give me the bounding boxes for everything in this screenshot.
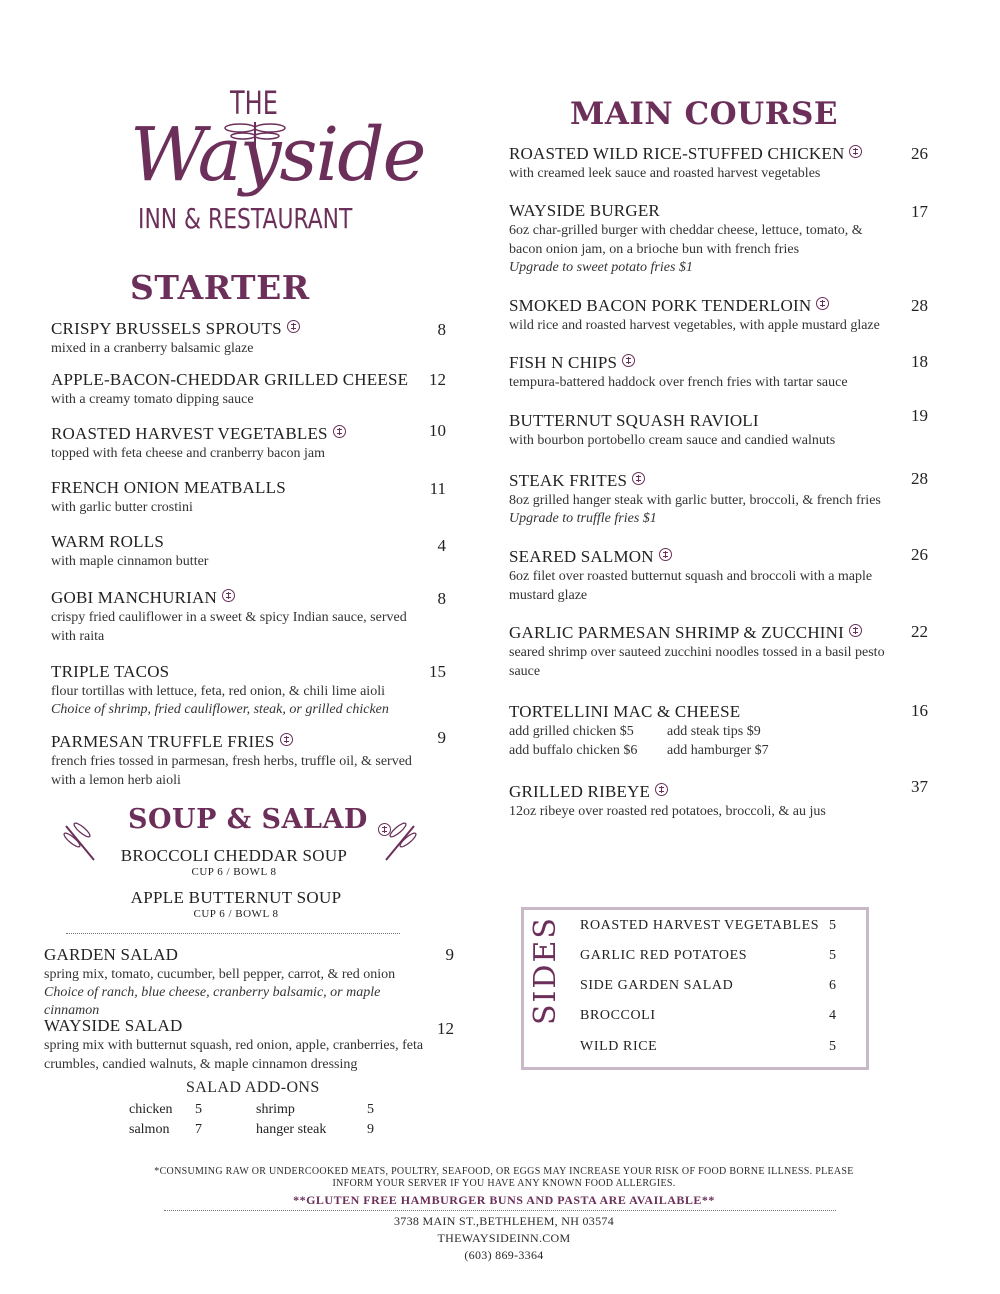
- divider: [66, 933, 400, 934]
- item-description: with a creamy tomato dipping sauce: [51, 392, 254, 407]
- item-name-text: FRENCH ONION MEATBALLS: [51, 478, 286, 497]
- side-item-name: WILD RICE: [580, 1039, 658, 1054]
- item-name: [509, 144, 899, 164]
- item-note: Upgrade to truffle fries $1: [509, 511, 657, 526]
- item-note: Choice of shrimp, fried cauliflower, steak, or grilled chicken: [51, 702, 389, 717]
- menu-item: [51, 319, 423, 358]
- menu-item: [509, 702, 899, 760]
- item-description: topped with feta cheese and cranberry bacon jam: [51, 446, 326, 461]
- item-name-text: CRISPY BRUSSELS SPROUTS: [51, 319, 282, 338]
- gluten-free-icon: [659, 548, 672, 561]
- phone: (603) 869-3364: [464, 1248, 544, 1262]
- item-description: flour tortillas with lettuce, feta, red onion, & chili lime aioli: [51, 684, 385, 699]
- addon-name: shrimp: [256, 1102, 295, 1117]
- item-name: [509, 623, 899, 643]
- logo-sub: INN & RESTAURANT: [138, 202, 353, 235]
- salad-addons-title: SALAD ADD-ONS: [186, 1079, 320, 1096]
- side-item-name: GARLIC RED POTATOES: [580, 948, 748, 963]
- menu-item: [51, 588, 423, 646]
- disclaimer: *CONSUMING RAW OR UNDERCOOKED MEATS, POULTRY, SEAFOOD, OR EGGS MAY INCREASE YOUR RISK OF FOOD BORNE ILLNESS. PLEASE INFORM YOUR SERVER IF YOU HAVE ANY KNOWN FOOD ALLERGIES.: [154, 1166, 854, 1189]
- item-name-text: GOBI MANCHURIAN: [51, 588, 217, 607]
- salad-item: WAYSIDE SALAD spring mix with butternut squash, red onion, apple, cranberries, feta crumbles, candied walnuts, & maple cinnamon dressing: [44, 1016, 424, 1072]
- sides-title: SIDES: [528, 916, 563, 1025]
- item-name: [51, 370, 423, 390]
- item-name: [509, 353, 899, 373]
- side-item-price: 5: [829, 948, 837, 963]
- item-name: [51, 662, 423, 682]
- price: 26: [911, 545, 928, 564]
- item-description: 6oz filet over roasted butternut squash and broccoli with a maple mustard glaze: [509, 569, 873, 603]
- item-name: [51, 319, 423, 339]
- price: 17: [911, 202, 928, 221]
- menu-item: [51, 732, 423, 790]
- menu-item: [51, 662, 423, 719]
- item-name-text: TORTELLINI MAC & CHEESE: [509, 702, 741, 721]
- main-course-title: MAIN COURSE: [570, 96, 838, 132]
- item-description: with creamed leek sauce and roasted harvest vegetables: [509, 166, 821, 181]
- item-name: [509, 411, 899, 431]
- addon-option: add buffalo chicken $6: [509, 743, 638, 758]
- side-item-price: 5: [829, 918, 837, 933]
- item-description: tempura-battered haddock over french fries with tartar sauce: [509, 375, 848, 390]
- side-item-name: SIDE GARDEN SALAD: [580, 978, 734, 993]
- item-name: [509, 201, 899, 221]
- item-description: with maple cinnamon butter: [51, 554, 209, 569]
- price: 16: [911, 701, 928, 720]
- menu-item: [51, 370, 423, 409]
- item-name: [509, 782, 899, 802]
- addon-option: add grilled chicken $5: [509, 724, 634, 739]
- item-description: crispy fried cauliflower in a sweet & spicy Indian sauce, served with raita: [51, 610, 407, 644]
- logo: [120, 82, 425, 252]
- menu-item: [509, 411, 899, 450]
- price: 22: [911, 622, 928, 641]
- side-item-name: BROCCOLI: [580, 1008, 656, 1023]
- gluten-free-icon: [280, 733, 293, 746]
- item-name: [509, 702, 899, 722]
- gluten-free-icon: [816, 297, 829, 310]
- item-description: wild rice and roasted harvest vegetables, with apple mustard glaze: [509, 318, 880, 333]
- item-name-text: GARLIC PARMESAN SHRIMP & ZUCCHINI: [509, 623, 845, 642]
- price: 12: [437, 1019, 454, 1038]
- item-name: [509, 296, 899, 316]
- item-name-text: PARMESAN TRUFFLE FRIES: [51, 732, 275, 751]
- price: 4: [437, 536, 446, 555]
- item-name: [509, 547, 899, 567]
- gluten-free-note: **GLUTEN FREE HAMBURGER BUNS AND PASTA ARE AVAILABLE**: [293, 1193, 715, 1207]
- item-name: [51, 588, 423, 608]
- menu-item: [509, 296, 899, 335]
- addon-price: 5: [195, 1102, 202, 1117]
- item-name-text: TRIPLE TACOS: [51, 662, 170, 681]
- addon-name: salmon: [129, 1122, 170, 1137]
- price: 12: [429, 370, 446, 389]
- menu-item: [51, 532, 423, 571]
- item-name-text: BUTTERNUT SQUASH RAVIOLI: [509, 411, 759, 430]
- item-name-text: ROASTED WILD RICE-STUFFED CHICKEN: [509, 144, 845, 163]
- item-name: [51, 478, 423, 498]
- price: 37: [911, 777, 928, 796]
- gluten-free-icon: [222, 589, 235, 602]
- addon-price: 5: [367, 1102, 374, 1117]
- item-description: french fries tossed in parmesan, fresh herbs, truffle oil, & served with a lemon herb aioli: [51, 754, 412, 788]
- item-name: [51, 532, 423, 552]
- price: 19: [911, 406, 928, 425]
- price: 15: [429, 662, 446, 681]
- addon-price: 7: [195, 1122, 202, 1137]
- addon-option: add hamburger $7: [667, 743, 769, 758]
- price: 18: [911, 352, 928, 371]
- gluten-free-icon: [849, 145, 862, 158]
- side-item-name: ROASTED HARVEST VEGETABLES: [580, 918, 820, 933]
- address: 3738 MAIN ST.,BETHLEHEM, NH 03574: [394, 1214, 614, 1228]
- menu-item: [509, 547, 899, 605]
- dragonfly-icon: [380, 822, 420, 864]
- menu-item: [509, 201, 899, 277]
- item-name-text: SMOKED BACON PORK TENDERLOIN: [509, 296, 812, 315]
- item-description: 6oz char-grilled burger with cheddar cheese, lettuce, tomato, & bacon onion jam, on a brioche bun with french fries: [509, 223, 863, 257]
- item-name: [51, 424, 423, 444]
- item-description: with garlic butter crostini: [51, 500, 193, 515]
- item-name: [51, 732, 423, 752]
- item-name-text: APPLE-BACON-CHEDDAR GRILLED CHEESE: [51, 370, 409, 389]
- item-description: mixed in a cranberry balsamic glaze: [51, 341, 254, 356]
- menu-item: [51, 478, 423, 517]
- menu-item: [509, 623, 899, 681]
- price: 28: [911, 469, 928, 488]
- menu-item: [51, 424, 423, 463]
- price: 8: [437, 320, 446, 339]
- soup-item: APPLE BUTTERNUT SOUP CUP 6 / BOWL 8: [130, 888, 342, 920]
- price: 10: [429, 421, 446, 440]
- gluten-free-icon: [655, 783, 668, 796]
- price: 11: [429, 479, 446, 498]
- divider: [164, 1210, 836, 1211]
- item-name-text: WAYSIDE BURGER: [509, 201, 660, 220]
- item-name-text: STEAK FRITES: [509, 471, 628, 490]
- logo-the: THE: [230, 84, 278, 122]
- menu-item: [509, 782, 899, 821]
- item-description: with bourbon portobello cream sauce and candied walnuts: [509, 433, 836, 448]
- gluten-free-icon: [632, 472, 645, 485]
- price: 26: [911, 144, 928, 163]
- item-name-text: WARM ROLLS: [51, 532, 164, 551]
- side-item-price: 4: [829, 1008, 837, 1023]
- item-addons: [509, 722, 899, 760]
- price: 28: [911, 296, 928, 315]
- addon-option: add steak tips $9: [667, 724, 761, 739]
- starter-title: STARTER: [130, 268, 310, 307]
- soup-item: BROCCOLI CHEDDAR SOUP CUP 6 / BOWL 8: [120, 846, 348, 878]
- salad-item: GARDEN SALAD spring mix, tomato, cucumber, bell pepper, carrot, & red onion Choice of ranch, blue cheese, cranberry balsamic, or maple cinnamon: [44, 945, 396, 1018]
- menu-item: [509, 144, 899, 183]
- gluten-free-icon: [333, 425, 346, 438]
- gluten-free-icon: [287, 320, 300, 333]
- gluten-free-icon: [849, 624, 862, 637]
- soup-salad-title: SOUP & SALAD: [128, 804, 391, 836]
- addon-name: chicken: [129, 1102, 173, 1117]
- addon-name: hanger steak: [256, 1122, 327, 1137]
- menu-item: [509, 353, 899, 392]
- gluten-free-icon: [622, 354, 635, 367]
- item-description: 12oz ribeye over roasted red potatoes, broccoli, & au jus: [509, 804, 826, 819]
- item-note: Upgrade to sweet potato fries $1: [509, 260, 693, 275]
- item-name-text: FISH N CHIPS: [509, 353, 618, 372]
- menu-item: [509, 471, 899, 528]
- website: THEWAYSIDEINN.COM: [437, 1231, 571, 1245]
- price: 9: [445, 945, 454, 964]
- item-name: [509, 471, 899, 491]
- item-name-text: GRILLED RIBEYE: [509, 782, 651, 801]
- price: 9: [437, 728, 446, 747]
- addon-price: 9: [367, 1122, 374, 1137]
- item-name-text: SEARED SALMON: [509, 547, 654, 566]
- item-description: 8oz grilled hanger steak with garlic butter, broccoli, & french fries: [509, 493, 881, 508]
- item-name-text: ROASTED HARVEST VEGETABLES: [51, 424, 328, 443]
- item-description: seared shrimp over sauteed zucchini noodles tossed in a basil pesto sauce: [509, 645, 885, 679]
- logo-script: Wayside: [130, 112, 425, 198]
- side-item-price: 6: [829, 978, 837, 993]
- price: 8: [437, 589, 446, 608]
- side-item-price: 5: [829, 1039, 837, 1054]
